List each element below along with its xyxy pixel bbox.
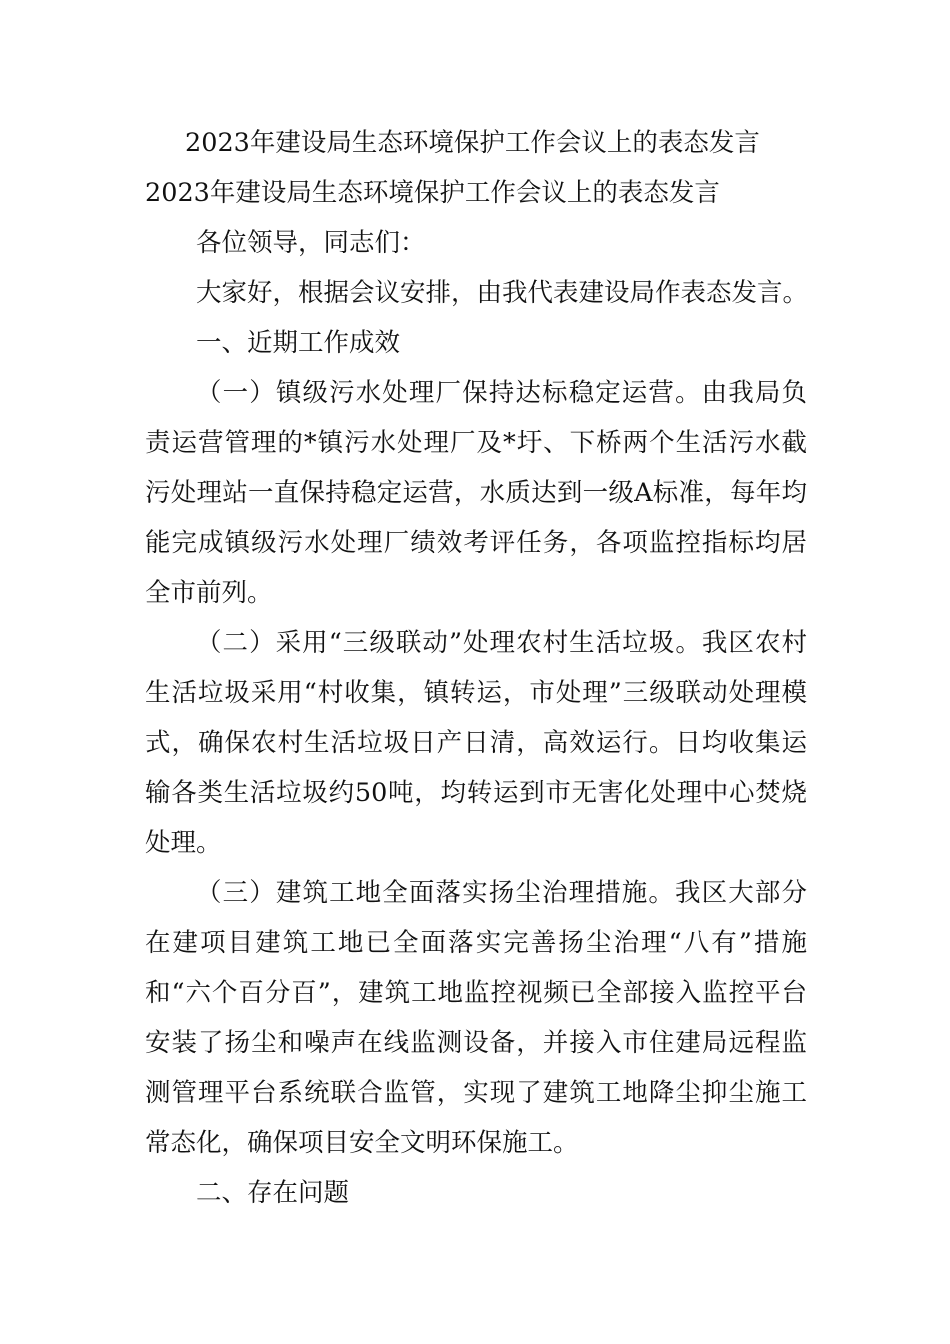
paragraph-3: （三）建筑工地全面落实扬尘治理措施。我区大部分在建项目建筑工地已全面落实完善扬尘治理“八有”措施和“六个百分百”，建筑工地监控视频已全部接入监控平台安装了扬尘和噪声在线监测设备，并接入市住建局远程监测管理平台系统联合监管，实现了建筑工地降尘抑尘施工常态化，确保项目安全文明环保施工。: [145, 878, 807, 1158]
document-page: [145, 118, 807, 1218]
title-line-2: 2023年建设局生态环境保护工作会议上的表态发言: [145, 178, 720, 208]
paragraph-2: （二）采用“三级联动”处理农村生活垃圾。我区农村生活垃圾采用“村收集，镇转运，市处理”三级联动处理模式，确保农村生活垃圾日产日清，高效运行。日均收集运输各类生活垃圾约50吨，均转运到市无害化处理中心焚烧处理。: [145, 628, 807, 858]
paragraph-1: （一）镇级污水处理厂保持达标稳定运营。由我局负责运营管理的*镇污水处理厂及*圩、下桥两个生活污水截污处理站一直保持稳定运营，水质达到一级A标准，每年均能完成镇级污水处理厂绩效考评任务，各项监控指标均居全市前列。: [145, 378, 807, 608]
intro-paragraph: 大家好，根据会议安排，由我代表建设局作表态发言。: [196, 278, 809, 308]
title-line-1: 2023年建设局生态环境保护工作会议上的表态发言: [185, 128, 760, 158]
section-2-heading: 二、存在问题: [196, 1178, 350, 1208]
greeting: 各位领导，同志们：: [196, 228, 426, 258]
section-1-heading: 一、近期工作成效: [196, 328, 401, 358]
